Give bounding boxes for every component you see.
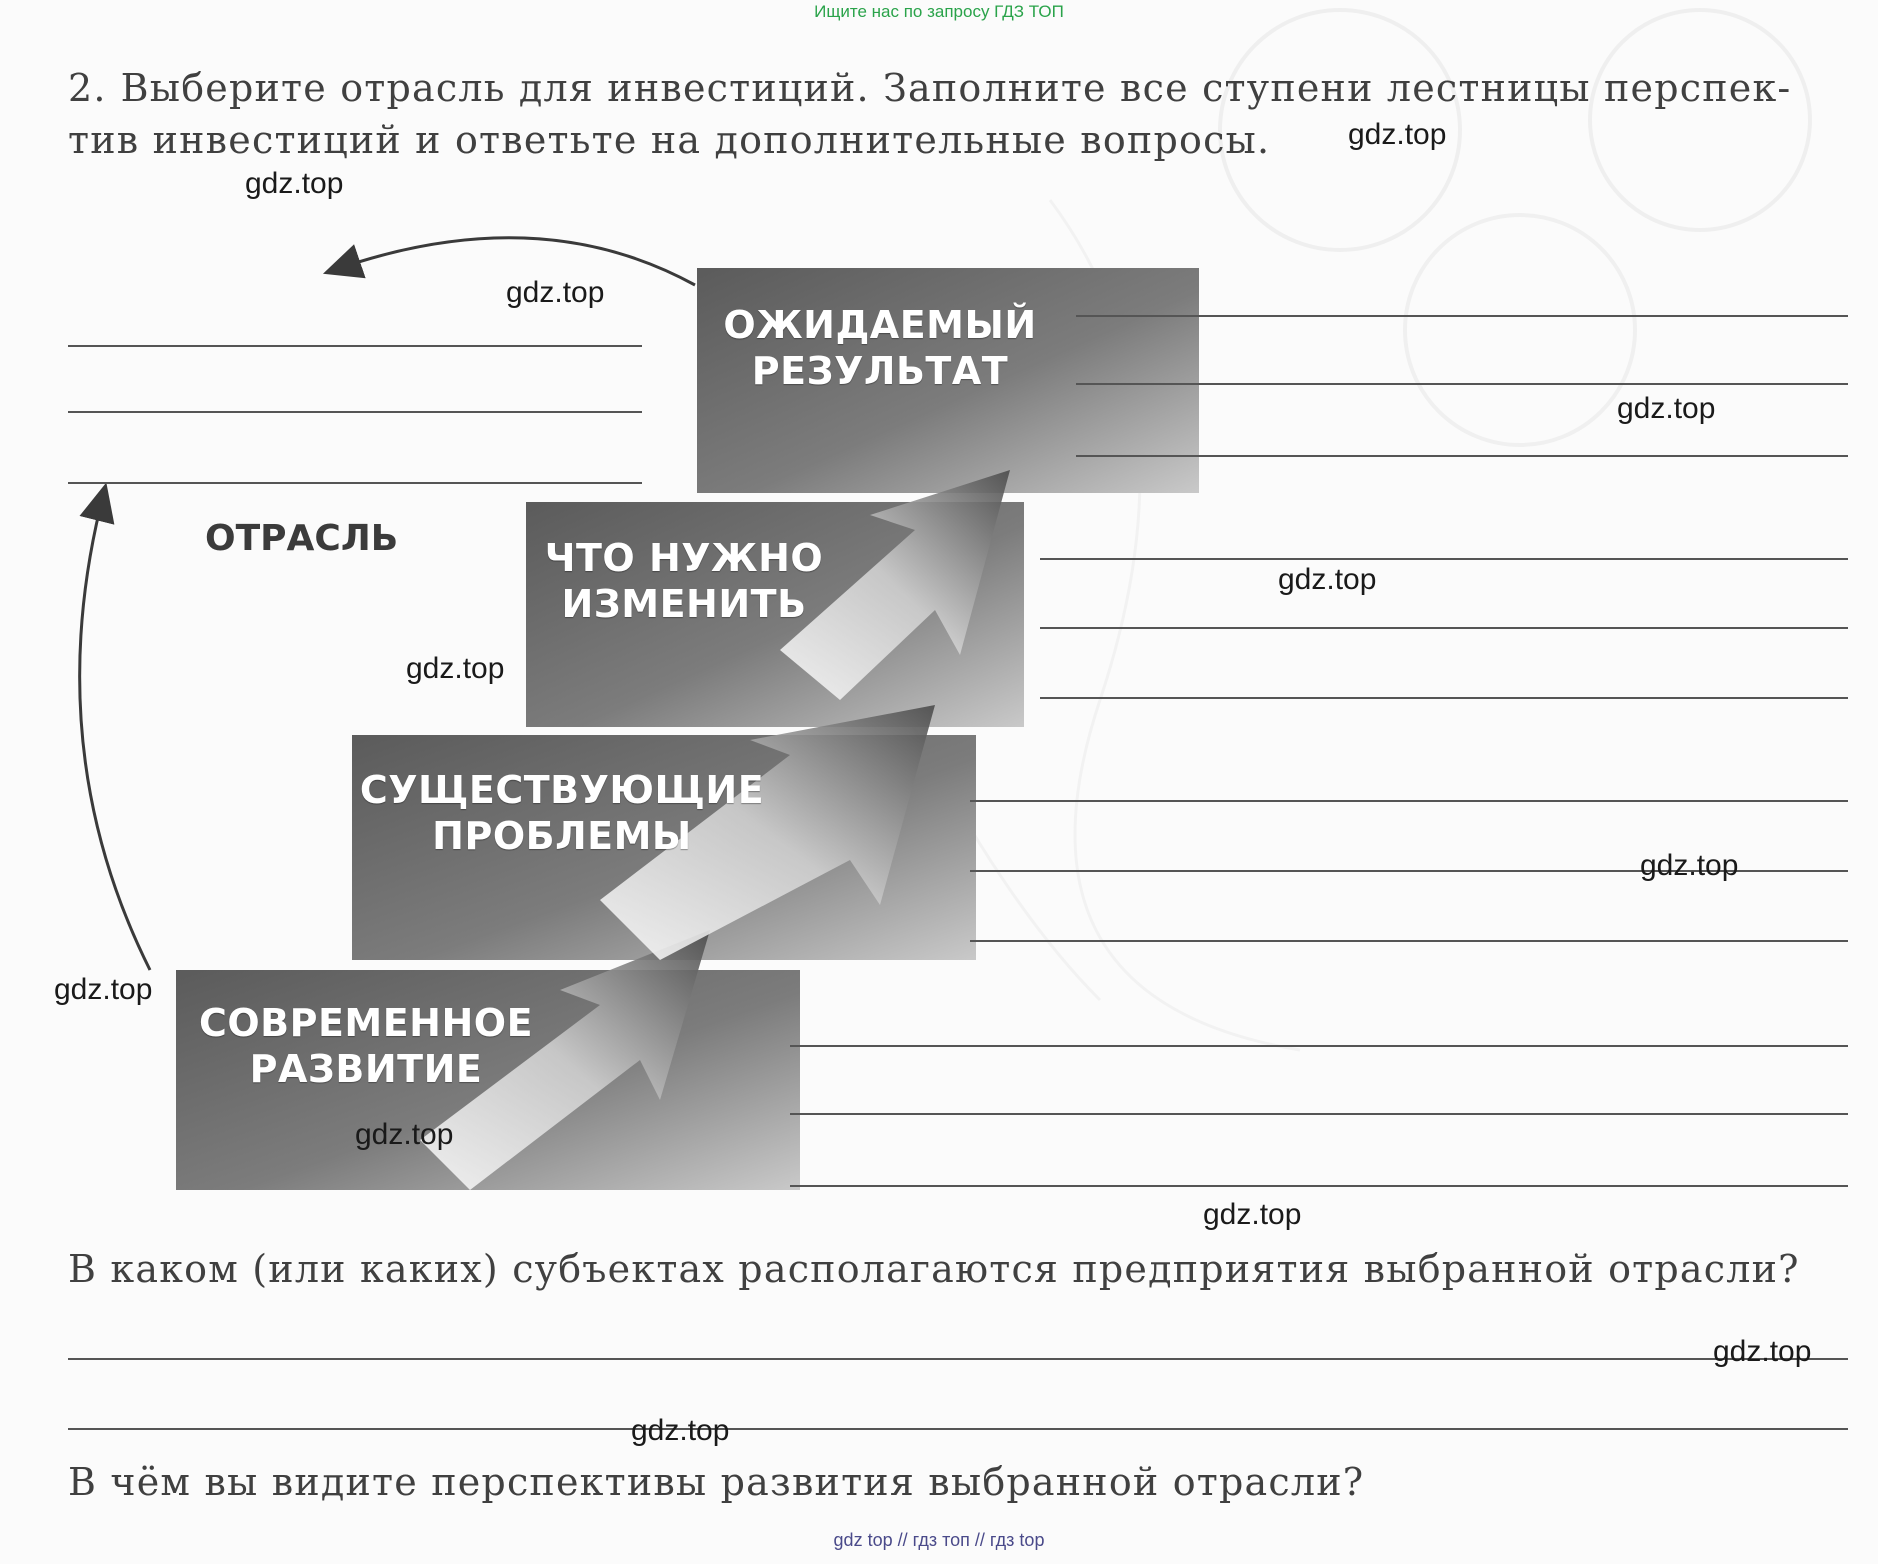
answer-line-problems-1[interactable] xyxy=(970,800,1848,802)
answer-line-industry-3[interactable] xyxy=(68,482,642,484)
watermark: gdz.top xyxy=(1348,118,1447,151)
step-label-current-development xyxy=(176,1000,556,1092)
question-subjects: В каком (или каких) субъектах располагаются предприятия выбранной отрасли? xyxy=(68,1247,1800,1291)
step-4-line-2: РЕЗУЛЬТАТ xyxy=(751,349,1009,393)
step-label-expected-result xyxy=(697,302,1063,394)
answer-line-result-2[interactable] xyxy=(1076,383,1848,385)
curved-arrow-left xyxy=(80,500,150,970)
step-1-line-1: СОВРЕМЕННОЕ xyxy=(198,1001,534,1045)
answer-line-development-2[interactable] xyxy=(790,1113,1848,1115)
answer-line-subjects-1[interactable] xyxy=(68,1358,1848,1360)
task-line-1: Выберите отрасль для инвестиций. Заполните все ступени лестницы перспек- xyxy=(120,66,1792,110)
watermark: gdz.top xyxy=(631,1414,730,1447)
answer-line-industry-1[interactable] xyxy=(68,345,642,347)
answer-line-change-3[interactable] xyxy=(1040,697,1848,699)
watermark: gdz.top xyxy=(1713,1335,1812,1368)
answer-line-subjects-2[interactable] xyxy=(68,1428,1848,1430)
step-4-line-1: ОЖИДАЕМЫЙ xyxy=(723,303,1037,347)
step-1-line-2: РАЗВИТИЕ xyxy=(249,1047,483,1091)
answer-line-change-1[interactable] xyxy=(1040,558,1848,560)
watermark: gdz.top xyxy=(54,973,153,1006)
watermark: gdz.top xyxy=(1617,392,1716,425)
answer-line-result-3[interactable] xyxy=(1076,455,1848,457)
answer-line-problems-3[interactable] xyxy=(970,940,1848,942)
answer-line-development-1[interactable] xyxy=(790,1045,1848,1047)
watermark: gdz.top xyxy=(355,1118,454,1151)
industry-label: ОТРАСЛЬ xyxy=(205,518,399,559)
question-prospects: В чём вы видите перспективы развития выбранной отрасли? xyxy=(68,1460,1365,1504)
step-2-line-2: ПРОБЛЕМЫ xyxy=(432,814,692,858)
task-line-2: тив инвестиций и ответьте на дополнительные вопросы. xyxy=(68,118,1271,162)
watermark: gdz.top xyxy=(1640,849,1739,882)
task-number: 2. xyxy=(68,66,107,110)
step-2-line-1: СУЩЕСТВУЮЩИЕ xyxy=(359,768,765,812)
step-3-line-1: ЧТО НУЖНО xyxy=(544,536,824,580)
answer-line-result-1[interactable] xyxy=(1076,315,1848,317)
footer-link[interactable]: gdz top // гдз топ // гдз top xyxy=(833,1530,1045,1550)
answer-line-development-3[interactable] xyxy=(790,1185,1848,1187)
step-label-existing-problems xyxy=(352,767,772,859)
answer-line-change-2[interactable] xyxy=(1040,627,1848,629)
watermark: gdz.top xyxy=(1203,1198,1302,1231)
watermark: gdz.top xyxy=(1278,563,1377,596)
watermark: gdz.top xyxy=(406,652,505,685)
header-link[interactable]: Ищите нас по запросу ГДЗ ТОП xyxy=(814,2,1064,21)
step-3-line-2: ИЗМЕНИТЬ xyxy=(561,582,807,626)
step-label-what-to-change xyxy=(526,535,842,627)
watermark: gdz.top xyxy=(245,167,344,200)
answer-line-industry-2[interactable] xyxy=(68,411,642,413)
watermark: gdz.top xyxy=(506,276,605,309)
